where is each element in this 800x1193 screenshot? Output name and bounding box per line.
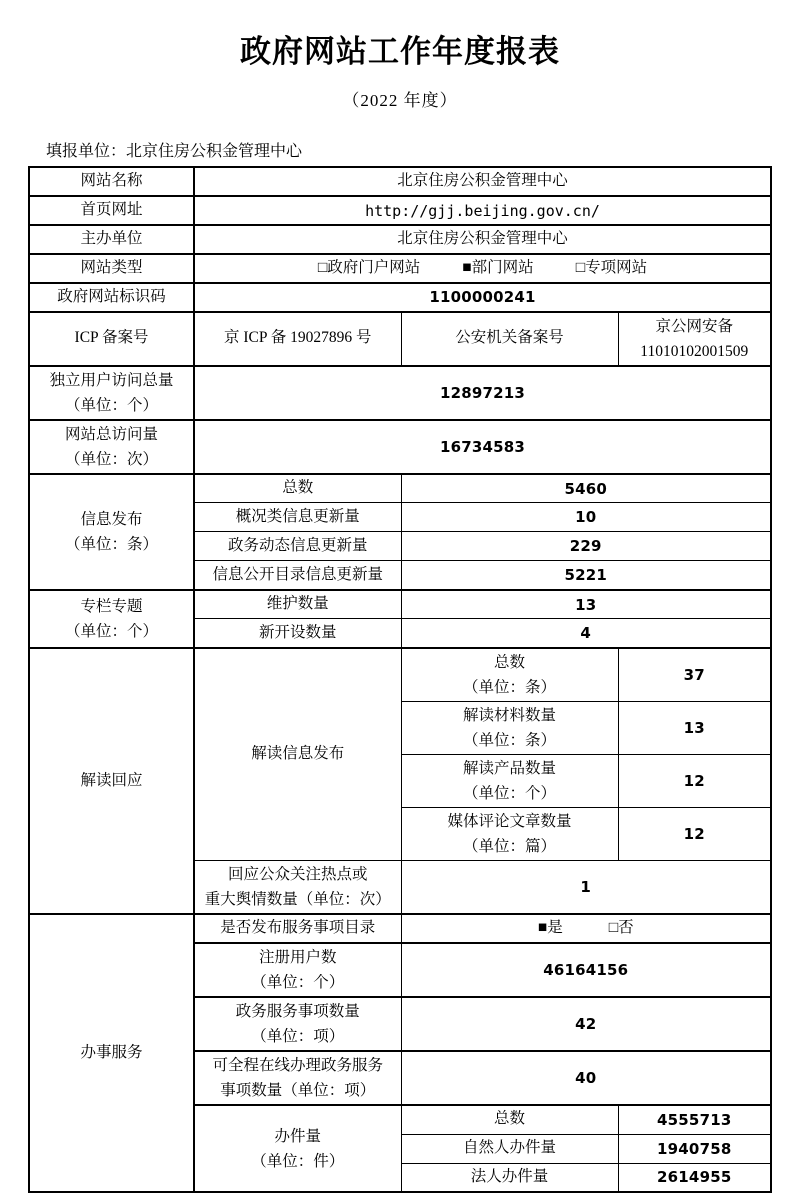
catalog-option-no (609, 916, 634, 941)
transactions-legal-value: 2614955 (618, 1163, 771, 1192)
label-line2: （单位：个） (462, 784, 556, 802)
total-visits-row (29, 420, 771, 474)
registered-users-label (194, 943, 401, 997)
unique-visitors-label (29, 366, 194, 420)
info-release-total-label: 总数 (194, 474, 401, 503)
police-filing-value (618, 312, 771, 366)
service-items-label (194, 997, 401, 1051)
section-label-line1: 办件量 (274, 1127, 321, 1145)
checkbox-checked-icon: ■ (462, 259, 472, 277)
transactions-total-label: 总数 (401, 1105, 618, 1134)
info-release-directory-label: 信息公开目录信息更新量 (194, 561, 401, 590)
report-table (28, 166, 772, 1193)
unique-visitors-row (29, 366, 771, 420)
interpretation-total-value: 37 (618, 648, 771, 702)
section-label-line2: （单位：件） (251, 1152, 345, 1170)
police-filing-value-line2: 11010102001509 (640, 342, 749, 360)
checkbox-unchecked-icon: □ (317, 259, 328, 277)
label-line2: （单位：个） (64, 396, 158, 414)
catalog-option-yes (538, 916, 563, 941)
site-name-value: 北京住房公积金管理中心 (194, 167, 771, 196)
section-label-line2: （单位：个） (64, 622, 158, 640)
total-visits-label (29, 420, 194, 474)
checkbox-checked-icon: ■ (537, 919, 548, 937)
total-visits-value: 16734583 (194, 420, 771, 474)
label-line2: （单位：篇） (462, 837, 556, 855)
site-code-value: 1100000241 (194, 283, 771, 312)
police-filing-value-line1: 京公网安备 (655, 317, 733, 335)
site-type-option-special (576, 256, 647, 281)
info-release-row-total (29, 474, 771, 503)
checkbox-unchecked-icon: □ (608, 919, 619, 937)
label-line2: 重大舆情数量（单位：次） (204, 891, 391, 909)
info-release-total-value: 5460 (401, 474, 771, 503)
icp-value: 京 ICP 备 19027896 号 (194, 312, 401, 366)
report-page (0, 26, 800, 1193)
sponsor-value: 北京住房公积金管理中心 (194, 225, 771, 254)
services-section-label: 办事服务 (29, 914, 194, 1192)
info-release-overview-label: 概况类信息更新量 (194, 503, 401, 532)
icp-label: ICP 备案号 (29, 312, 194, 366)
unique-visitors-value: 12897213 (194, 366, 771, 420)
label-line1: 可全程在线办理政务服务 (212, 1057, 383, 1075)
interpretation-materials-label (401, 701, 618, 754)
site-type-row (29, 254, 771, 283)
site-name-label: 网站名称 (29, 167, 194, 196)
label-line2: （单位：个） (251, 974, 345, 992)
interpretation-publish-label: 解读信息发布 (194, 648, 401, 861)
special-topics-section-label (29, 590, 194, 648)
label-line1: 注册用户数 (258, 949, 337, 967)
label-line2: （单位：次） (64, 450, 158, 468)
option-label: 是 (547, 919, 563, 937)
page-subtitle: （2022 年度） (342, 91, 458, 110)
police-filing-label: 公安机关备案号 (401, 312, 618, 366)
site-type-options (194, 254, 771, 283)
label-line1: 解读产品数量 (462, 759, 556, 777)
interpretation-media-value: 12 (618, 807, 771, 860)
sponsor-label: 主办单位 (29, 225, 194, 254)
response-value: 1 (401, 860, 771, 914)
icp-row (29, 312, 771, 366)
label-line1: 解读材料数量 (462, 706, 556, 724)
label-line1: 政务服务事项数量 (235, 1003, 360, 1021)
online-items-value: 40 (401, 1051, 771, 1105)
response-label (194, 860, 401, 914)
service-items-value: 42 (401, 997, 771, 1051)
special-topics-maintained-label: 维护数量 (194, 590, 401, 619)
label-line2: （单位：条） (462, 731, 556, 749)
label-line2: 事项数量（单位：项） (220, 1082, 376, 1100)
transactions-legal-label: 法人办件量 (401, 1163, 618, 1192)
interpretation-products-label (401, 754, 618, 807)
special-topics-row-maintained (29, 590, 771, 619)
info-release-directory-value: 5221 (401, 561, 771, 590)
interpretation-total-label (401, 648, 618, 702)
label-line1: 独立用户访问总量 (49, 371, 174, 389)
interpretation-media-label (401, 807, 618, 860)
option-label: 政府门户网站 (327, 259, 421, 277)
online-items-label (194, 1051, 401, 1105)
label-line2: （单位：条） (462, 678, 556, 696)
label-line1: 媒体评论文章数量 (447, 812, 572, 830)
special-topics-new-label: 新开设数量 (194, 619, 401, 648)
home-url-label: 首页网址 (29, 196, 194, 225)
info-release-news-label: 政务动态信息更新量 (194, 532, 401, 561)
page-title: 政府网站工作年度报表 (240, 34, 560, 69)
transactions-natural-value: 1940758 (618, 1134, 771, 1163)
interpretation-row-total (29, 648, 771, 702)
interpretation-products-value: 12 (618, 754, 771, 807)
section-label-line2: （单位：条） (64, 535, 158, 553)
site-code-label: 政府网站标识码 (29, 283, 194, 312)
option-label: 否 (618, 919, 634, 937)
site-type-option-department (462, 256, 533, 281)
sponsor-row (29, 225, 771, 254)
services-catalog-options (401, 914, 771, 943)
special-topics-maintained-value: 13 (401, 590, 771, 619)
registered-users-value: 46164156 (401, 943, 771, 997)
site-code-row (29, 283, 771, 312)
label-line1: 总数 (493, 653, 525, 671)
option-label: 专项网站 (585, 259, 648, 277)
site-name-row (29, 167, 771, 196)
home-url-value: http://gjj.beijing.gov.cn/ (194, 196, 771, 225)
option-label: 部门网站 (471, 259, 534, 277)
transactions-natural-label: 自然人办件量 (401, 1134, 618, 1163)
interpretation-materials-value: 13 (618, 701, 771, 754)
interpretation-section-label: 解读回应 (29, 648, 194, 915)
site-type-option-portal (318, 256, 420, 281)
home-url-row (29, 196, 771, 225)
special-topics-new-value: 4 (401, 619, 771, 648)
info-release-news-value: 229 (401, 532, 771, 561)
transactions-total-value: 4555713 (618, 1105, 771, 1134)
checkbox-unchecked-icon: □ (575, 259, 586, 277)
info-release-section-label (29, 474, 194, 590)
reporting-unit: 填报单位：北京住房公积金管理中心 (46, 143, 303, 160)
label-line1: 网站总访问量 (64, 425, 158, 443)
label-line1: 回应公众关注热点或 (227, 866, 368, 884)
site-type-label: 网站类型 (29, 254, 194, 283)
section-label-line1: 信息发布 (80, 510, 143, 528)
info-release-overview-value: 10 (401, 503, 771, 532)
section-label-line1: 专栏专题 (80, 597, 143, 615)
services-catalog-label: 是否发布服务事项目录 (194, 914, 401, 943)
services-row-catalog (29, 914, 771, 943)
transactions-section-label (194, 1105, 401, 1192)
label-line2: （单位：项） (251, 1028, 345, 1046)
